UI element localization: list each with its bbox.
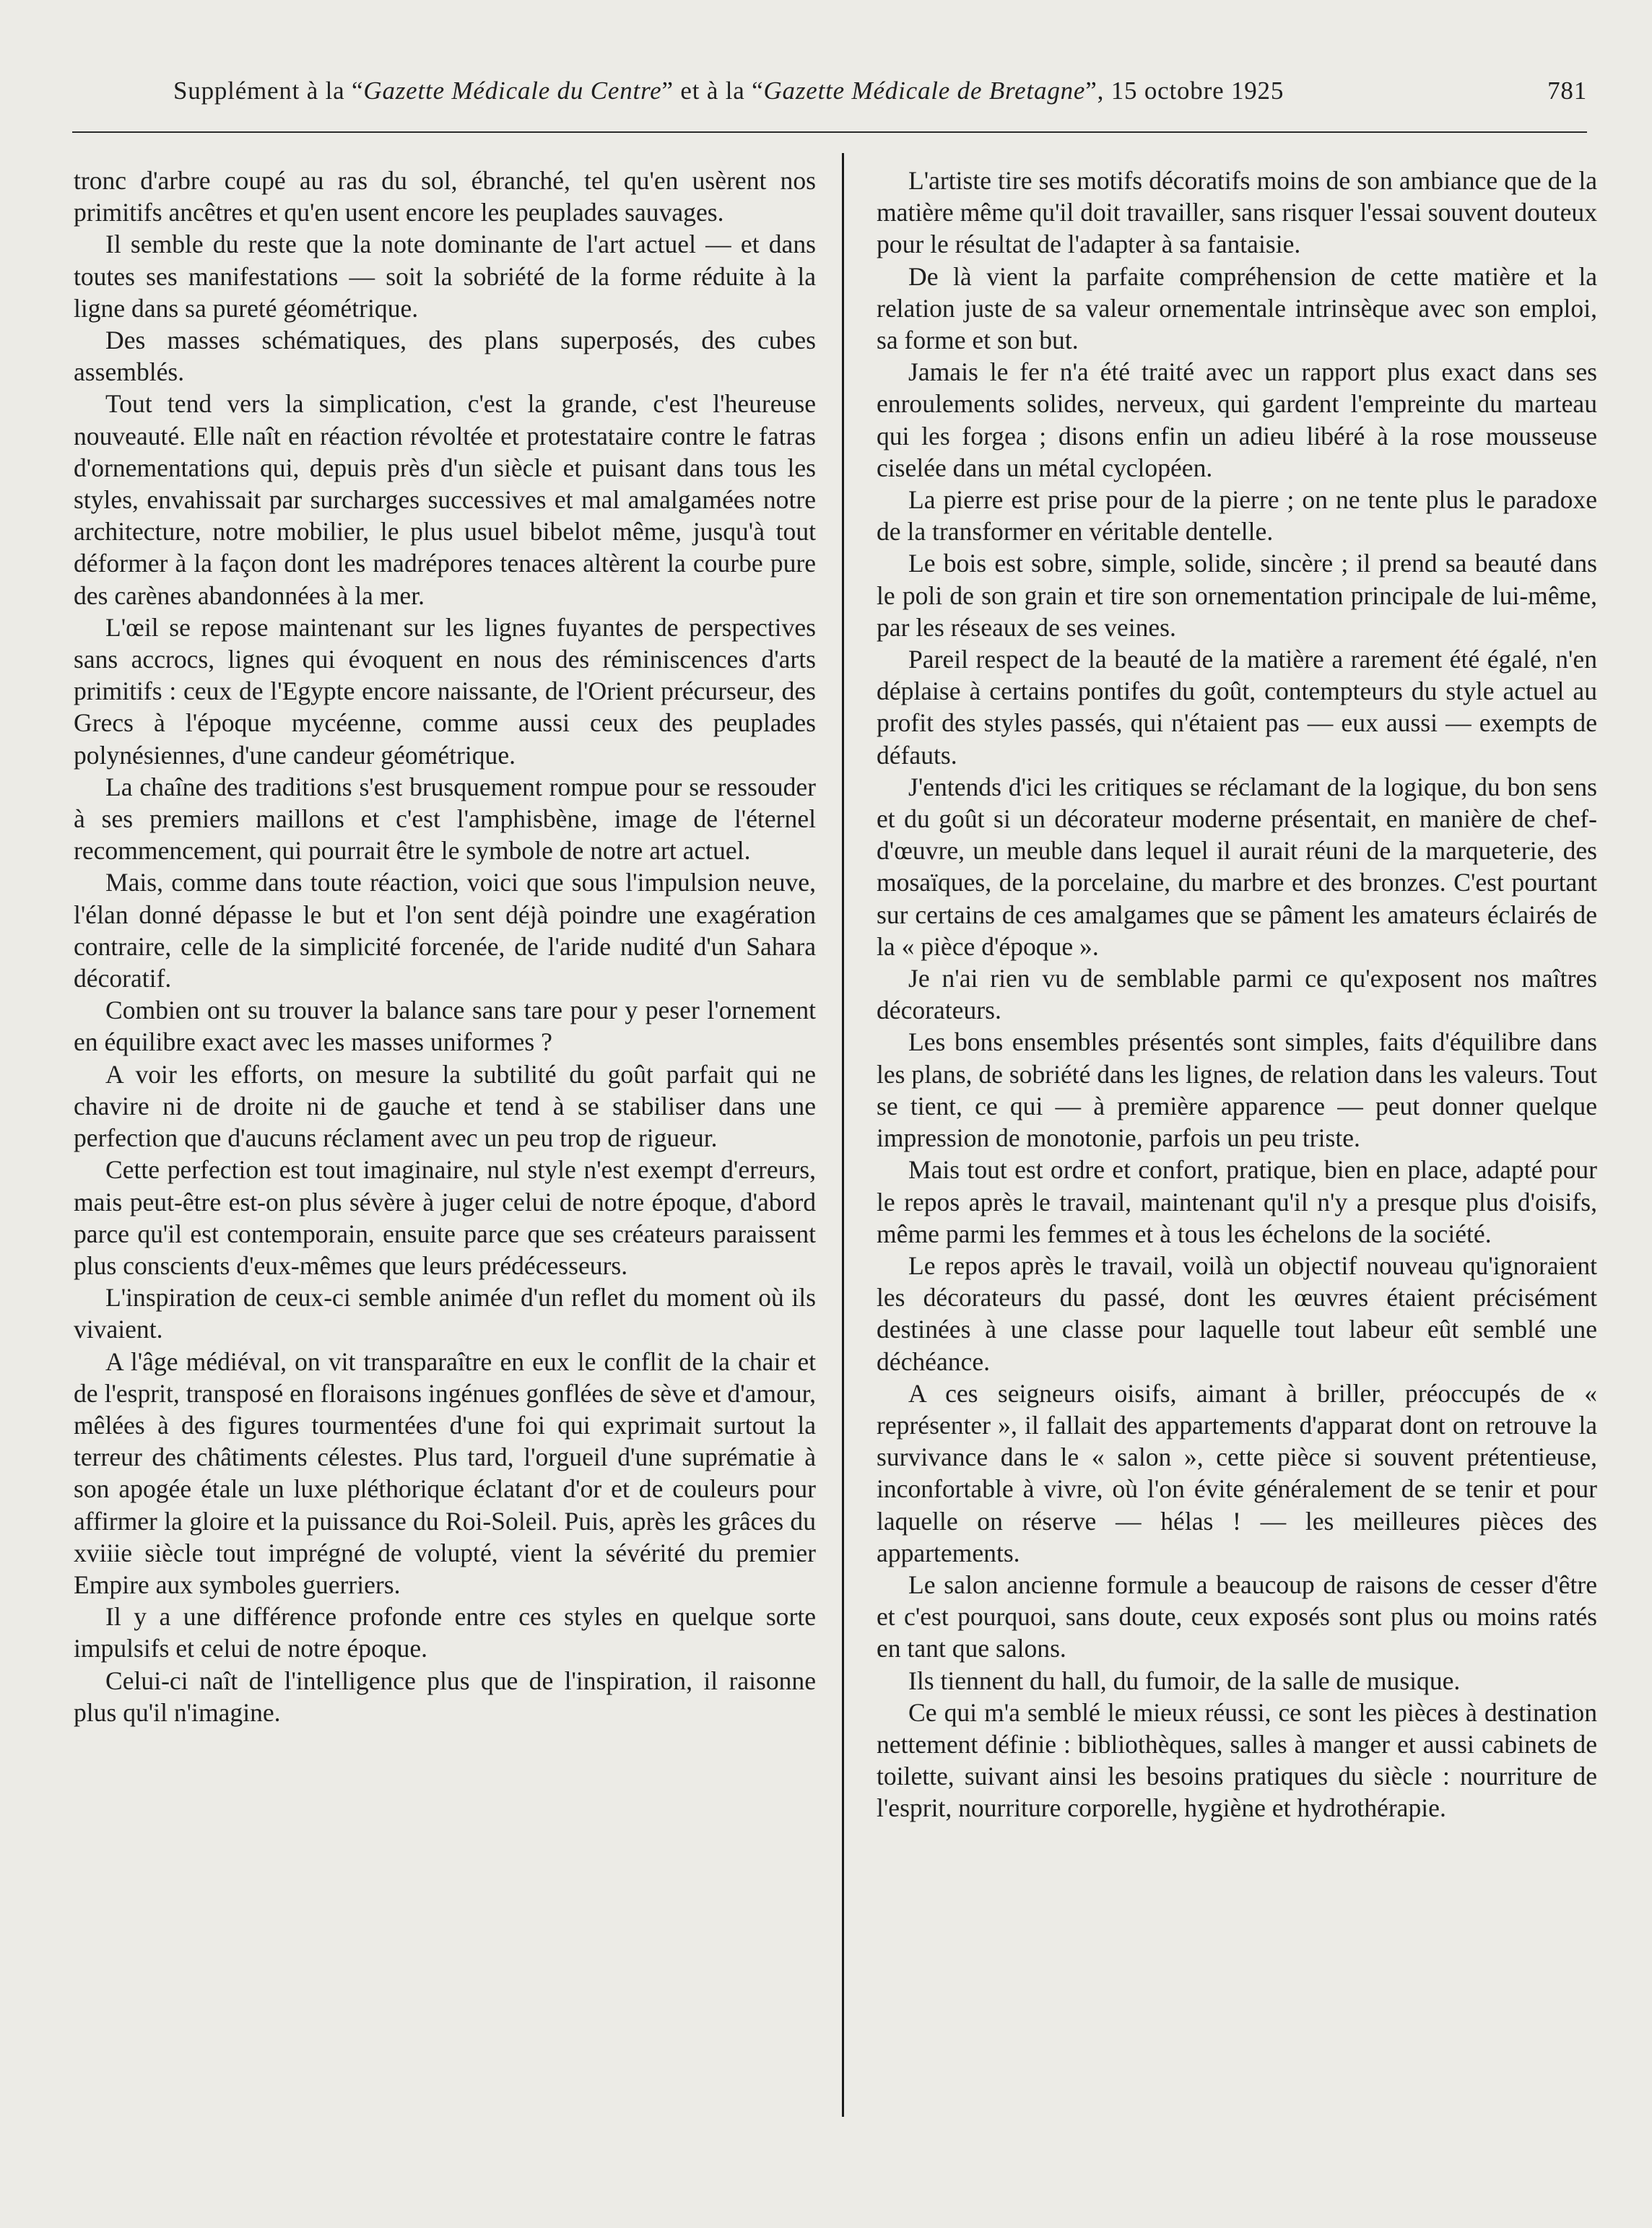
paragraph: Ils tiennent du hall, du fumoir, de la salle de musique. bbox=[908, 1666, 1461, 1695]
paragraph: J'entends d'ici les critiques se réclamant de la logique, du bon sens et du goût si un décorateur moderne présentait, en manière de chef-d'œuvre, un meuble dans lequel il aurait réuni de la marqueterie, des mosaïques, de la porcelaine, du marbre et des bronzes. C'est pourtant sur certains de ces amalgames que se pâment les amateurs éclairés de la « pièce d'époque ». bbox=[877, 772, 1597, 961]
paragraph: Mais tout est ordre et confort, pratique, bien en place, adapté pour le repos après le travail, maintenant qu'il n'y a presque plus d'oisifs, même parmi les femmes et à tous les échelons de la société. bbox=[877, 1155, 1597, 1248]
paragraph: La pierre est prise pour de la pierre ; on ne tente plus le paradoxe de la transformer en véritable dentelle. bbox=[877, 485, 1597, 547]
paragraph: A ces seigneurs oisifs, aimant à briller, préoccupés de « représenter », il fallait des appartements d'apparat dont on retrouve la survivance dans le « salon », cette pièce si souvent prétentieuse, inconfortable à vivre, où l'on évite généralement de se tenir et pour laquelle on réserve — hélas ! — les meilleures pièces des appartements. bbox=[877, 1378, 1597, 1567]
paragraph: Je n'ai rien vu de semblable parmi ce qu'exposent nos maîtres décorateurs. bbox=[877, 964, 1597, 1025]
paragraph: Les bons ensembles présentés sont simples, faits d'équilibre dans les plans, de sobriété dans les lignes, de relation dans les valeurs. Tout se tient, ce qui — à première apparence — peut donner quelque impression de monotonie, parfois un peu triste. bbox=[877, 1027, 1597, 1153]
journal-title-centre: Gazette Médicale du Centre bbox=[363, 77, 662, 105]
right-column bbox=[877, 165, 1597, 1824]
paragraph: La chaîne des traditions s'est brusquement rompue pour se ressouder à ses premiers maillons et c'est l'amphisbène, image de l'éternel recommencement, qui pourrait être le symbole de notre art actuel. bbox=[74, 772, 816, 866]
paragraph: A voir les efforts, on mesure la subtilité du goût parfait qui ne chavire ni de droite ni de gauche et tend à se stabiliser dans une perfection que d'aucuns réclament avec un peu trop de rigueur. bbox=[74, 1059, 816, 1153]
paragraph: L'inspiration de ceux-ci semble animée d'un reflet du moment où ils vivaient. bbox=[74, 1283, 816, 1344]
paragraph: De là vient la parfaite compréhension de cette matière et la relation juste de sa valeur ornementale intrinsèque avec son emploi, sa forme et son but. bbox=[877, 261, 1597, 355]
paragraph: Mais, comme dans toute réaction, voici que sous l'impulsion neuve, l'élan donné dépasse le but et l'on sent déjà poindre une exagération contraire, celle de la simplicité forcenée, de l'aride nudité d'un Sahara décoratif. bbox=[74, 868, 816, 993]
paragraph: Tout tend vers la simplication, c'est la grande, c'est l'heureuse nouveauté. Elle naît en réaction révoltée et protestataire contre le fatras d'ornementations qui, depuis près d'un siècle et puisant dans tous les styles, envahissait par surcharges successives et mal amalgamées notre architecture, notre mobilier, le plus usuel bibelot même, jusqu'à tout déformer à la façon dont les madrépores tenaces altèrent la courbe pure des carènes abandonnées à la mer. bbox=[74, 389, 816, 610]
paragraph: Le salon ancienne formule a beaucoup de raisons de cesser d'être et c'est pourquoi, sans doute, ceux exposés sont plus ou moins ratés en tant que salons. bbox=[877, 1570, 1597, 1663]
paragraph: Ce qui m'a semblé le mieux réussi, ce sont les pièces à destination nettement définie : bibliothèques, salles à manger et aussi cabinets de toilette, suivant ainsi les besoins pratiques du siècle : nourriture de l'esprit, nourriture corporelle, hygiène et hydrothérapie. bbox=[877, 1697, 1597, 1823]
paragraph: tronc d'arbre coupé au ras du sol, ébranché, tel qu'en usèrent nos primitifs ancêtres et qu'en usent encore les peuplades sauvages. bbox=[74, 166, 816, 227]
paragraph: Combien ont su trouver la balance sans tare pour y peser l'ornement en équilibre exact avec les masses uniformes ? bbox=[74, 996, 816, 1057]
header-title: Supplément à la “Gazette Médicale du Centre” et à la “Gazette Médicale de Bretagne”, 15 octobre 1925 bbox=[173, 77, 1284, 105]
header-rule bbox=[72, 131, 1587, 133]
paragraph: Cette perfection est tout imaginaire, nul style n'est exempt d'erreurs, mais peut-être est-on plus sévère à juger celui de notre époque, d'abord parce qu'il est contemporain, ensuite parce que ses créateurs paraissent plus conscients d'eux-mêmes que leurs prédécesseurs. bbox=[74, 1155, 816, 1280]
paragraph: A l'âge médiéval, on vit transparaître en eux le conflit de la chair et de l'esprit, transposé en floraisons ingénues gonflées de sève et d'amour, mêlées à des figures tourmentées d'une foi qui exprimait surtout la terreur des châtiments célestes. Plus tard, l'orgueil d'une suprématie à son apogée étale un luxe pléthorique éclatant d'or et de couleurs pour affirmer la gloire et la puissance du Roi-Soleil. Puis, après les grâces du xviiie siècle tout imprégné de volupté, vient la sévérité du premier Empire aux symboles guerriers. bbox=[74, 1346, 816, 1599]
paragraph: L'œil se repose maintenant sur les lignes fuyantes de perspectives sans accrocs, lignes qui évoquent en nous des réminiscences d'arts primitifs : ceux de l'Egypte encore naissante, de l'Orient précurseur, des Grecs à l'époque mycéenne, comme aussi ceux des peuplades polynésiennes, d'une candeur géométrique. bbox=[74, 612, 816, 770]
page-number: 781 bbox=[1547, 77, 1587, 105]
paragraph: Il y a une différence profonde entre ces styles en quelque sorte impulsifs et celui de notre époque. bbox=[74, 1602, 816, 1663]
left-column bbox=[74, 165, 816, 1728]
paragraph: Celui-ci naît de l'intelligence plus que de l'inspiration, il raisonne plus qu'il n'imagine. bbox=[74, 1666, 816, 1727]
paragraph: L'artiste tire ses motifs décoratifs moins de son ambiance que de la matière même qu'il doit travailler, sans risquer l'essai souvent douteux pour le résultat de l'adapter à sa fantaisie. bbox=[877, 166, 1597, 259]
paragraph: Le bois est sobre, simple, solide, sincère ; il prend sa beauté dans le poli de son grain et tire son ornementation principale de lui-même, par les réseaux de ses veines. bbox=[877, 549, 1597, 642]
paragraph: Des masses schématiques, des plans superposés, des cubes assemblés. bbox=[74, 326, 816, 387]
paragraph: Jamais le fer n'a été traité avec un rapport plus exact dans ses enroulements solides, nerveux, qui gardent l'empreinte du marteau qui les forgea ; disons enfin un adieu libéré à la rose mousseuse ciselée dans un métal cyclopéen. bbox=[877, 357, 1597, 482]
column-divider bbox=[842, 153, 844, 2117]
running-header bbox=[72, 77, 1587, 117]
journal-title-bretagne: Gazette Médicale de Bretagne bbox=[763, 77, 1086, 105]
paragraph: Le repos après le travail, voilà un objectif nouveau qu'ignoraient les décorateurs du passé, dont les œuvres étaient précisément destinées à une classe pour laquelle tout labeur eût semblé une déchéance. bbox=[877, 1250, 1597, 1376]
paragraph: Il semble du reste que la note dominante de l'art actuel — et dans toutes ses manifestations — soit la sobriété de la forme réduite à la ligne dans sa pureté géométrique. bbox=[74, 230, 816, 323]
paragraph: Pareil respect de la beauté de la matière a rarement été égalé, n'en déplaise à certains pontifes du goût, contempteurs du style actuel au profit des styles passés, qui n'étaient pas — eux aussi — exempts de défauts. bbox=[877, 645, 1597, 770]
